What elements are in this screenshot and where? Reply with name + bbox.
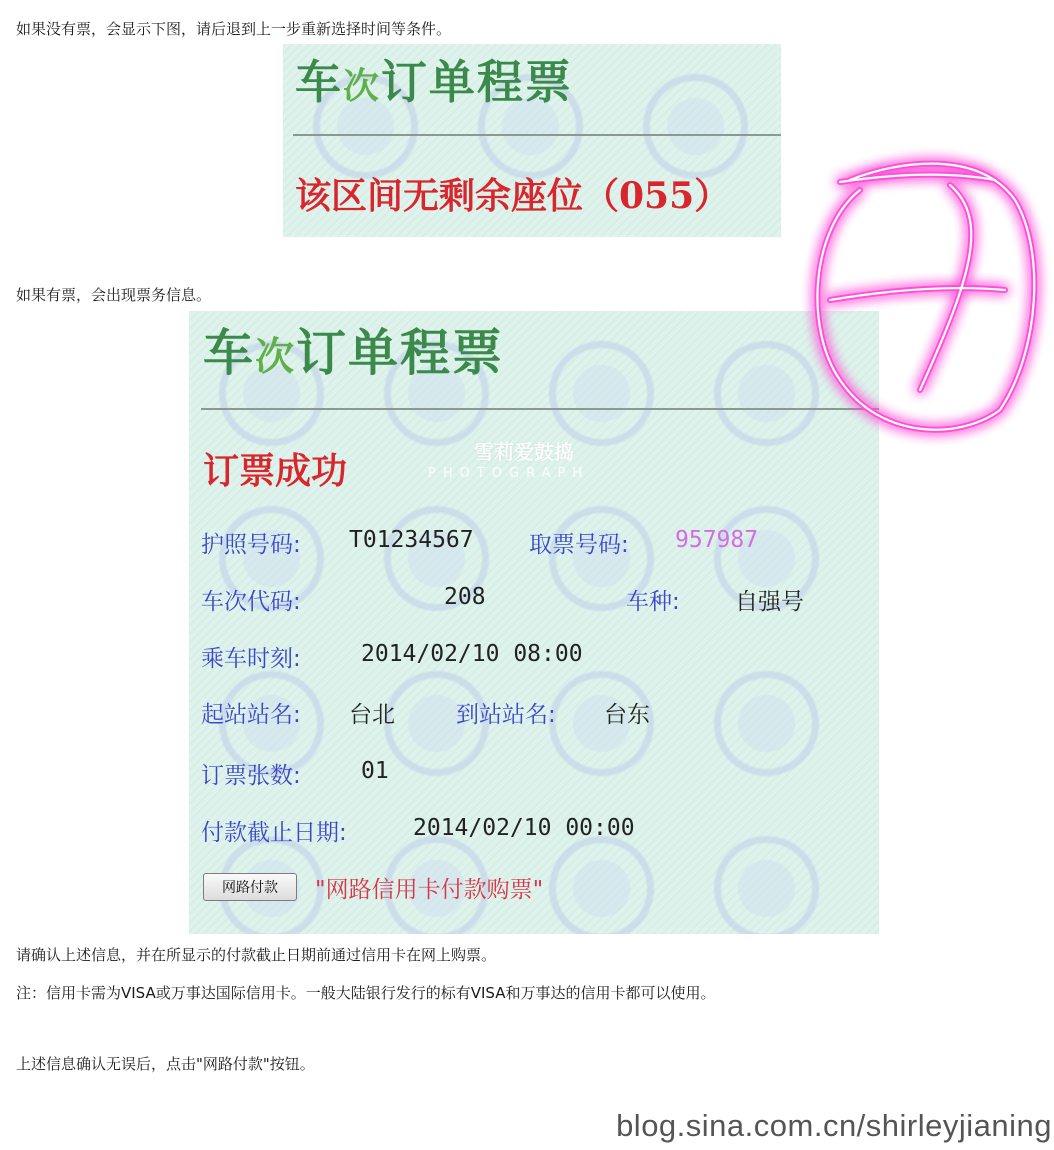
title-divider	[293, 134, 781, 136]
confirm-info-note: 请确认上述信息，并在所显示的付款截止日期前通过信用卡在网上购票。	[16, 946, 497, 964]
train-type-value: 自强号	[735, 589, 804, 615]
title-rest: 订单程票	[380, 55, 573, 109]
passport-value: T01234567	[349, 527, 474, 553]
credit-card-payment-note: "网路信用卡付款购票"	[315, 877, 544, 903]
no-seat-panel	[283, 44, 781, 237]
title-divider	[201, 408, 879, 410]
no-seat-message: 该区间无剩余座位（055）	[295, 175, 731, 217]
panel-title	[203, 313, 504, 385]
intro-no-ticket-text: 如果没有票，会显示下图，请后退到上一步重新选择时间等条件。	[16, 20, 452, 38]
train-type-label: 车种:	[626, 589, 680, 615]
booking-success-panel	[189, 311, 879, 934]
booking-status: 订票成功	[203, 450, 348, 492]
pickup-code-value: 957987	[675, 527, 759, 553]
destination-value: 台东	[604, 702, 650, 728]
credit-card-requirement-note: 注：信用卡需为VISA或万事达国际信用卡。一般大陆银行发行的标有VISA和万事达的信用卡都可以使用。	[16, 984, 716, 1002]
online-payment-button[interactable]: 网路付款	[203, 873, 297, 901]
departure-time-label: 乘车时刻:	[201, 646, 301, 672]
payment-deadline-label: 付款截止日期:	[201, 820, 347, 846]
title-che: 车	[203, 323, 255, 382]
pickup-code-label: 取票号码:	[529, 532, 629, 558]
blog-url-watermark: blog.sina.com.cn/shirleyjianing	[616, 1108, 1052, 1143]
ticket-count-value: 01	[361, 758, 389, 784]
train-code-label: 车次代码:	[201, 589, 301, 615]
payment-deadline-value: 2014/02/10 00:00	[413, 815, 635, 841]
ticket-count-label: 订票张数:	[201, 763, 301, 789]
title-rest: 订单程票	[296, 323, 505, 382]
title-ci: 次	[343, 65, 381, 107]
train-code-value: 208	[444, 584, 486, 610]
panel-title	[295, 46, 573, 112]
watermark-subtitle: PHOTOGRAPH	[428, 466, 590, 481]
click-payment-instruction: 上述信息确认无误后，点击"网路付款"按钮。	[16, 1055, 315, 1073]
title-che: 车	[295, 55, 343, 109]
destination-label: 到站站名:	[456, 702, 556, 728]
intro-has-ticket-text: 如果有票，会出现票务信息。	[16, 286, 212, 304]
origin-value: 台北	[349, 702, 395, 728]
origin-label: 起站站名:	[201, 702, 301, 728]
watermark-logo: 雪莉爱鼓捣	[474, 440, 574, 464]
passport-label: 护照号码:	[201, 532, 301, 558]
title-ci: 次	[255, 334, 297, 380]
departure-time-value: 2014/02/10 08:00	[361, 641, 583, 667]
